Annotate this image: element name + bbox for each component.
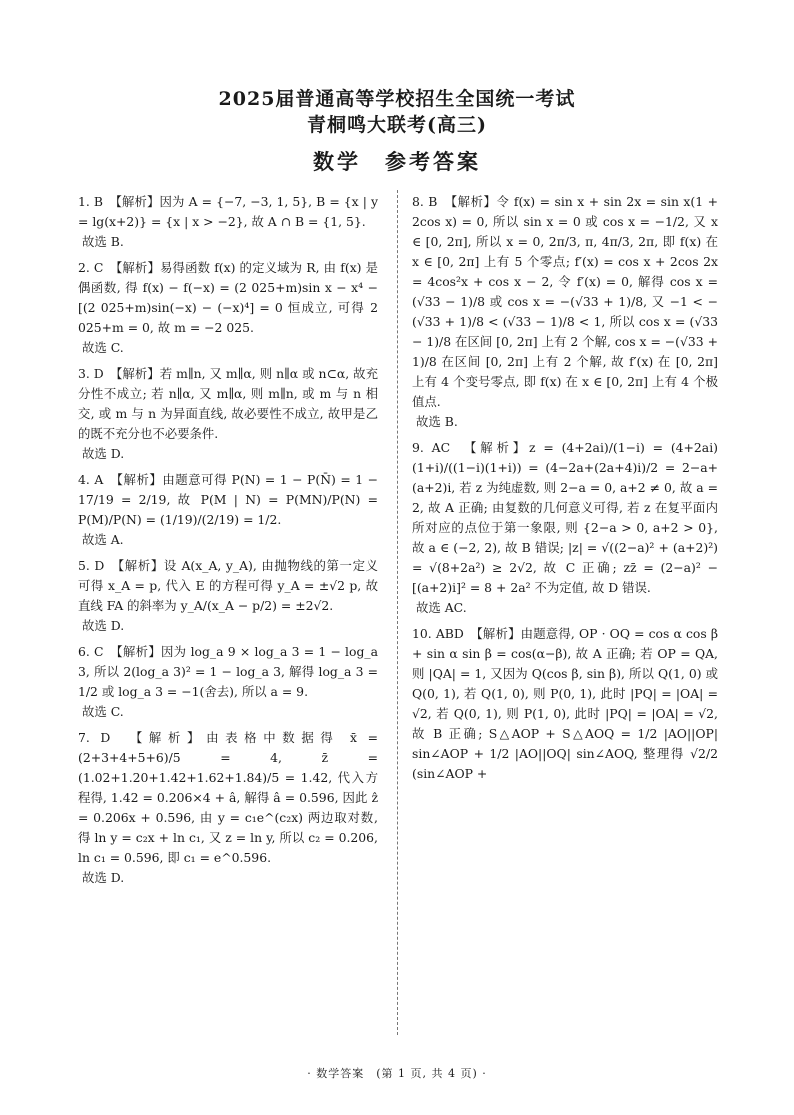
- answer-item-3: [78, 364, 378, 464]
- answer-text: 7. D 【解析】由表格中数据得 x̄ = (2+3+4+5+6)/5 = 4, z̄ = (1.02+1.20+1.42+1.62+1.84)/5 = 1.42, 代入方程得, 1.42 = 0.206×4 + â, 解得 â = 0.596, 因此 ẑ = 0.206x + 0.596, 由 y = c₁e^(c₂x) 两边取对数, 得 ln y = c₂x + ln c₁, 又 z = ln y, 所以 c₂ = 0.206, ln c₁ = 0.596, 即 c₁ = e^0.596.: [78, 730, 378, 865]
- answer-text: 3. D 【解析】若 m∥n, 又 m∥α, 则 n∥α 或 n⊂α, 故充分性不成立; 若 n∥α, 又 m∥α, 则 m∥n, 或 m 与 n 相交, 或 m 与 n 为异面直线, 故必要性不成立, 故甲是乙的既不充分也不必要条件.: [78, 366, 378, 441]
- column-divider: [397, 190, 398, 1035]
- answer-conclusion: 故选 D.: [82, 870, 125, 885]
- answer-text: 1. B 【解析】因为 A = {−7, −3, 1, 5}, B = {x | y = lg(x+2)} = {x | x > −2}, 故 A ∩ B = {1, 5}.: [78, 194, 378, 229]
- answer-item-7: [78, 728, 378, 888]
- answer-item-2: [78, 258, 378, 358]
- answer-text: 8. B 【解析】令 f(x) = sin x + sin 2x = sin x(1 + 2cos x) = 0, 所以 sin x = 0 或 cos x = −1/2, 又 x ∈ [0, 2π], 所以 x = 0, 2π/3, π, 4π/3, 2π, 即 f(x) 在 x ∈ [0, 2π] 上有 5 个零点; f′(x) = cos x + 2cos 2x = 4cos²x + cos x − 2, 令 f′(x) = 0, 解得 cos x = (√33 − 1)/8 或 cos x = −(√33 + 1)/8, 又 −1 < −(√33 + 1)/8 < (√33 − 1)/8 < 1, 所以 cos x = (√33 − 1)/8 在区间 [0, 2π] 上有 2 个解, cos x = −(√33 + 1)/8 在区间 [0, 2π] 上有 2 个解, 故 f′(x) 在 [0, 2π] 上有 4 个变号零点, 即 f(x) 在 x ∈ [0, 2π] 上有 4 个极值点.: [412, 194, 718, 409]
- right-column: [412, 192, 718, 790]
- answer-text: 4. A 【解析】由题意可得 P(N) = 1 − P(N̄) = 1 − 17/19 = 2/19, 故 P(M | N) = P(MN)/P(N) = P(M)/P(N) = (1/19)/(2/19) = 1/2.: [78, 472, 378, 527]
- answer-conclusion: 故选 D.: [82, 618, 125, 633]
- answer-text: 2. C 【解析】易得函数 f(x) 的定义域为 R, 由 f(x) 是偶函数, 得 f(x) − f(−x) = (2 025+m)sin x − x⁴ − [(2 025+m)sin(−x) − (−x)⁴] = 0 恒成立, 可得 2 025+m = 0, 故 m = −2 025.: [78, 260, 378, 335]
- answer-item-10: [412, 624, 718, 784]
- answer-item-1: [78, 192, 378, 252]
- left-column: [78, 192, 378, 894]
- answer-item-5: [78, 556, 378, 636]
- answer-item-6: [78, 642, 378, 722]
- answer-item-4: [78, 470, 378, 550]
- answer-text: 6. C 【解析】因为 log_a 9 × log_a 3 = 1 − log_a 3, 所以 2(log_a 3)² = 1 − log_a 3, 解得 log_a 3 = 1/2 或 log_a 3 = −1(舍去), 所以 a = 9.: [78, 644, 378, 699]
- answer-conclusion: 故选 B.: [416, 414, 458, 429]
- answer-item-9: [412, 438, 718, 618]
- exam-subtitle: 青桐鸣大联考(高三): [307, 114, 487, 136]
- page-footer: · 数学答案 (第 1 页, 共 4 页) ·: [307, 1067, 487, 1080]
- answer-conclusion: 故选 D.: [82, 446, 125, 461]
- answer-key-title: 数学 参考答案: [313, 150, 481, 174]
- answer-text: 10. ABD 【解析】由题意得, OP · OQ = cos α cos β + sin α sin β = cos(α−β), 故 A 正确; 若 OP = QA, 则 |QA| = 1, 又因为 Q(cos β, sin β), 所以 Q(1, 0) 或 Q(0, 1), 若 Q(1, 0), 则 P(0, 1), 此时 |PQ| = |OA| = √2, 若 Q(0, 1), 则 P(1, 0), 此时 |PQ| = |OA| = √2, 故 B 正确; S△AOP + S△AOQ = 1/2 |AO||OP| sin∠AOP + 1/2 |AO||OQ| sin∠AOQ, 整理得 √2/2 (sin∠AOP +: [412, 626, 718, 781]
- answer-conclusion: 故选 A.: [82, 532, 124, 547]
- answer-conclusion: 故选 B.: [82, 234, 124, 249]
- answer-conclusion: 故选 C.: [82, 340, 124, 355]
- exam-title: 2025届普通高等学校招生全国统一考试: [218, 88, 576, 110]
- answer-conclusion: 故选 AC.: [416, 600, 467, 615]
- answer-text: 9. AC 【解析】z = (4+2ai)/(1−i) = (4+2ai)(1+i)/((1−i)(1+i)) = (4−2a+(2a+4)i)/2 = 2−a+(a+2)i, 若 z 为纯虚数, 则 2−a = 0, a+2 ≠ 0, 故 a = 2, 故 A 正确; 由复数的几何意义可得, 若 z 在复平面内所对应的点位于第一象限, 则 {2−a > 0, a+2 > 0}, 故 a ∈ (−2, 2), 故 B 错误; |z| = √((2−a)² + (a+2)²) = √(8+2a²) ≥ 2√2, 故 C 正确; zz̄ = (2−a)² − [(a+2)i]² = 8 + 2a² 不为定值, 故 D 错误.: [412, 440, 718, 595]
- answer-conclusion: 故选 C.: [82, 704, 124, 719]
- answer-item-8: [412, 192, 718, 432]
- answer-text: 5. D 【解析】设 A(x_A, y_A), 由抛物线的第一定义可得 x_A = p, 代入 E 的方程可得 y_A = ±√2 p, 故直线 FA 的斜率为 y_A/(x_A − p/2) = ±2√2.: [78, 558, 378, 613]
